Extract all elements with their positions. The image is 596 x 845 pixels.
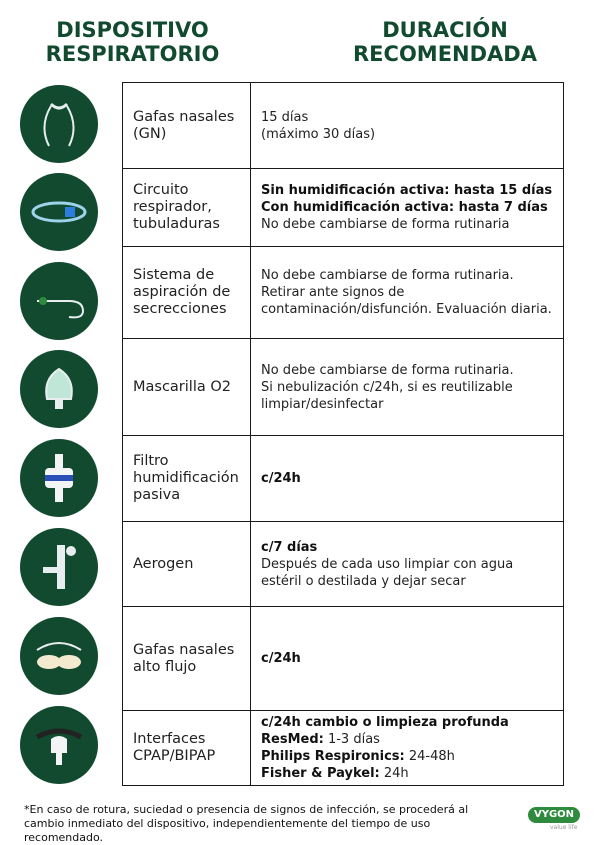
cpap-interface-icon: [20, 706, 98, 784]
duration-line: c/24h: [261, 651, 301, 666]
ventilator-circuit-icon: [20, 173, 98, 251]
duration-line: Con humidificación activa: hasta 7 días: [261, 200, 548, 215]
table-row: [123, 169, 564, 247]
hme-filter-icon: [20, 439, 98, 517]
table-row: [123, 83, 564, 169]
recommended-duration: [251, 607, 564, 711]
recommended-duration: [251, 169, 564, 247]
suction-system-icon: [20, 262, 98, 340]
footnote: *En caso de rotura, suciedad o presencia de signos de infección, se procederá al cambio inmediato del dispositivo, independientemente del tiempo de uso recomendado.: [24, 803, 469, 844]
device-name: Gafas nasales (GN): [123, 83, 251, 169]
duration-line: ResMed: 1-3 días: [261, 732, 380, 747]
device-name: Gafas nasales alto flujo: [123, 607, 251, 711]
duration-line: Si nebulización c/24h, si es reutilizable limpiar/desinfectar: [261, 379, 513, 412]
duration-line: No debe cambiarse de forma rutinaria.: [261, 362, 514, 378]
duration-line: (máximo 30 días): [261, 126, 376, 142]
table-row: [123, 247, 564, 339]
table-row: [123, 607, 564, 711]
duration-line: Philips Respironics: 24-48h: [261, 749, 455, 764]
recommended-duration: [251, 339, 564, 436]
device-name: Filtro humidificación pasiva: [123, 436, 251, 522]
high-flow-cannula-icon: [20, 617, 98, 695]
recommended-duration: [251, 83, 564, 169]
duration-line: No debe cambiarse de forma rutinaria. Retirar ante signos de contaminación/disfunción. Evaluación diaria.: [261, 268, 552, 317]
duration-line: 15 días: [261, 109, 309, 125]
device-name: Interfaces CPAP/BIPAP: [123, 711, 251, 786]
device-name: Mascarilla O2: [123, 339, 251, 436]
recommended-duration: [251, 711, 564, 786]
duration-line: c/24h: [261, 471, 301, 486]
duration-line: c/7 días: [261, 539, 318, 555]
duration-line: c/24h cambio o limpieza profunda: [261, 715, 509, 730]
table-row: [123, 522, 564, 607]
table-row: [123, 436, 564, 522]
device-name: Aerogen: [123, 522, 251, 607]
nasal-cannula-icon: [20, 85, 98, 163]
table-row: [123, 339, 564, 436]
table-row: [123, 711, 564, 786]
aerogen-nebulizer-icon: [20, 528, 98, 606]
vygon-logo-tagline: value life: [550, 824, 578, 831]
duration-line: No debe cambiarse de forma rutinaria: [261, 217, 510, 232]
recommended-duration: [251, 436, 564, 522]
device-column-header: DISPOSITIVO RESPIRATORIO: [45, 18, 220, 66]
oxygen-mask-icon: [20, 350, 98, 428]
duration-line: Sin humidificación activa: hasta 15 días: [261, 183, 553, 198]
duration-line: Fisher & Paykel: 24h: [261, 766, 409, 781]
device-name: Circuito respirador, tubuladuras: [123, 169, 251, 247]
device-duration-table: [122, 82, 564, 786]
recommended-duration: [251, 522, 564, 607]
vygon-logo: VYGON: [528, 807, 580, 823]
device-name: Sistema de aspiración de secrecciones: [123, 247, 251, 339]
duration-column-header: DURACIÓN RECOMENDADA: [353, 18, 537, 66]
duration-line: Después de cada uso limpiar con agua estéril o destilada y dejar secar: [261, 556, 514, 589]
recommended-duration: [251, 247, 564, 339]
